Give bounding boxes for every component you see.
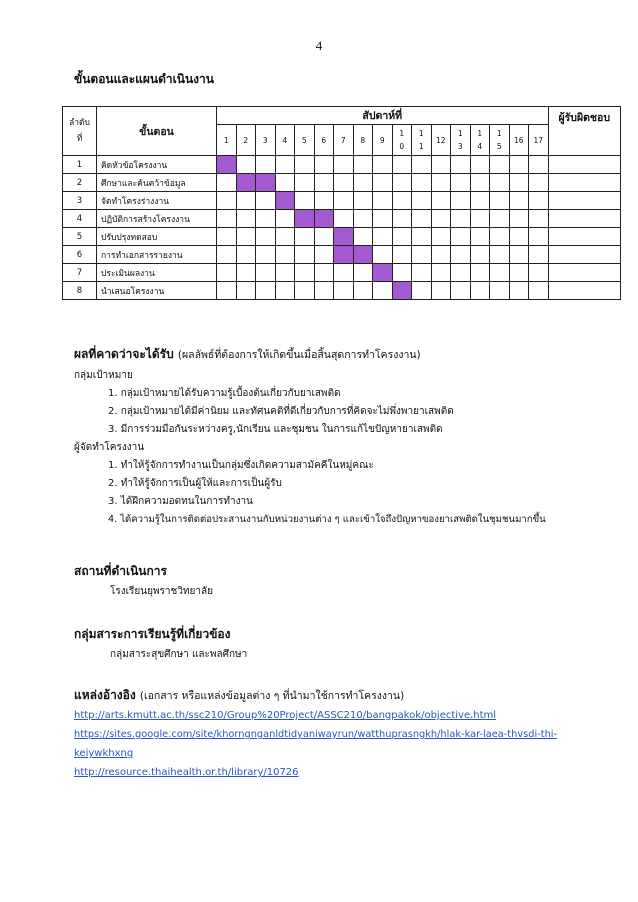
gantt-bar-cell <box>236 174 256 192</box>
gantt-header-row <box>63 107 621 125</box>
gantt-empty-cell <box>217 282 237 300</box>
gantt-empty-cell <box>295 192 315 210</box>
gantt-empty-cell <box>373 246 393 264</box>
gantt-empty-cell <box>412 264 432 282</box>
gantt-empty-cell <box>392 210 412 228</box>
gantt-empty-cell <box>431 282 451 300</box>
gantt-empty-cell <box>353 192 373 210</box>
gantt-empty-cell <box>470 282 490 300</box>
gantt-empty-cell <box>353 210 373 228</box>
gantt-empty-cell <box>412 156 432 174</box>
row-number: 5 <box>63 228 97 246</box>
gantt-empty-cell <box>236 156 256 174</box>
gantt-empty-cell <box>451 210 471 228</box>
gantt-empty-cell <box>256 192 276 210</box>
gantt-empty-cell <box>392 264 412 282</box>
row-responsible <box>548 192 621 210</box>
row-responsible <box>548 174 621 192</box>
gantt-empty-cell <box>334 210 354 228</box>
week-number-cell: 3 <box>256 125 276 156</box>
gantt-empty-cell <box>314 174 334 192</box>
gantt-empty-cell <box>490 264 510 282</box>
gantt-empty-cell <box>334 174 354 192</box>
gantt-row <box>63 192 621 210</box>
reference-link[interactable]: https://sites.google.com/site/khorngnganldtidyaniwayrun/watthuprasngkh/hlak-kar-laea-thvsdi-thi- <box>74 729 558 740</box>
gantt-empty-cell <box>490 174 510 192</box>
gantt-empty-cell <box>217 228 237 246</box>
gantt-empty-cell <box>431 228 451 246</box>
gantt-empty-cell <box>275 246 295 264</box>
header-step: ขั้นตอน <box>97 107 217 156</box>
gantt-bar-cell <box>314 210 334 228</box>
row-number: 8 <box>63 282 97 300</box>
gantt-empty-cell <box>431 210 451 228</box>
gantt-empty-cell <box>353 228 373 246</box>
gantt-empty-cell <box>509 210 529 228</box>
gantt-empty-cell <box>256 156 276 174</box>
week-number-cell: 9 <box>373 125 393 156</box>
gantt-empty-cell <box>217 174 237 192</box>
week-number-cell: 1 5 <box>490 125 510 156</box>
gantt-empty-cell <box>412 246 432 264</box>
gantt-empty-cell <box>412 174 432 192</box>
gantt-empty-cell <box>275 174 295 192</box>
gantt-empty-cell <box>451 228 471 246</box>
header-responsible: ผู้รับผิดชอบ <box>548 107 621 156</box>
gantt-empty-cell <box>490 282 510 300</box>
gantt-empty-cell <box>431 174 451 192</box>
gantt-empty-cell <box>275 282 295 300</box>
row-number: 7 <box>63 264 97 282</box>
gantt-empty-cell <box>314 264 334 282</box>
gantt-empty-cell <box>334 282 354 300</box>
gantt-empty-cell <box>431 192 451 210</box>
week-number-cell: 1 3 <box>451 125 471 156</box>
gantt-empty-cell <box>431 156 451 174</box>
week-number-cell: 7 <box>334 125 354 156</box>
gantt-empty-cell <box>275 210 295 228</box>
location-text: โรงเรียนยุพราชวิทยาลัย <box>110 586 214 597</box>
week-number-cell: 1 0 <box>392 125 412 156</box>
subject-heading: กลุ่มสาระการเรียนรู้ที่เกี่ยวข้อง <box>74 627 231 641</box>
gantt-empty-cell <box>431 246 451 264</box>
row-step: การทำเอกสารรายงาน <box>97 246 217 264</box>
row-step: จัดทำโครงร่างงาน <box>97 192 217 210</box>
gantt-empty-cell <box>470 156 490 174</box>
gantt-empty-cell <box>236 210 256 228</box>
gantt-empty-cell <box>353 264 373 282</box>
gantt-empty-cell <box>470 192 490 210</box>
references-heading <box>74 686 404 705</box>
gantt-empty-cell <box>373 192 393 210</box>
week-number-cell: 6 <box>314 125 334 156</box>
target-item: 3. มีการร่วมมือกันระหว่างครู,นักเรียน และชุมชน ในการแก้ไขปัญหายาเสพติด <box>108 424 443 435</box>
reference-link[interactable]: http://arts.kmutt.ac.th/ssc210/Group%20Project/ASSC210/bangpakok/objective.html <box>74 710 497 721</box>
gantt-empty-cell <box>314 156 334 174</box>
gantt-empty-cell <box>529 210 549 228</box>
row-responsible <box>548 228 621 246</box>
gantt-empty-cell <box>256 228 276 246</box>
row-step: ปรับปรุงทดสอบ <box>97 228 217 246</box>
organizer-item: 1. ทำให้รู้จักการทำงานเป็นกลุ่มซึ่งเกิดความสามัคคีในหมู่คณะ <box>108 460 374 471</box>
gantt-empty-cell <box>509 174 529 192</box>
gantt-empty-cell <box>256 264 276 282</box>
gantt-empty-cell <box>412 282 432 300</box>
week-number-cell: 2 <box>236 125 256 156</box>
gantt-empty-cell <box>509 264 529 282</box>
gantt-empty-cell <box>470 264 490 282</box>
gantt-bar-cell <box>334 228 354 246</box>
gantt-empty-cell <box>236 192 256 210</box>
gantt-empty-cell <box>334 192 354 210</box>
gantt-row <box>63 156 621 174</box>
gantt-bar-cell <box>275 192 295 210</box>
gantt-empty-cell <box>529 246 549 264</box>
gantt-bar-cell <box>256 174 276 192</box>
week-number-cell: 8 <box>353 125 373 156</box>
gantt-empty-cell <box>529 228 549 246</box>
gantt-empty-cell <box>392 228 412 246</box>
row-step: ศึกษาและค้นคว้าข้อมูล <box>97 174 217 192</box>
gantt-row <box>63 246 621 264</box>
row-step: ประเมินผลงาน <box>97 264 217 282</box>
gantt-empty-cell <box>295 156 315 174</box>
gantt-empty-cell <box>451 156 471 174</box>
gantt-empty-cell <box>470 246 490 264</box>
gantt-bar-cell <box>392 282 412 300</box>
gantt-empty-cell <box>217 192 237 210</box>
gantt-row <box>63 228 621 246</box>
header-week: สัปดาห์ที่ <box>217 107 549 125</box>
gantt-empty-cell <box>373 210 393 228</box>
organizer-item: 4. ได้ความรู้ในการติดต่อประสานงานกับหน่วยงานต่าง ๆ และเข้าใจถึงปัญหาของยาเสพติดในชุมชนมากขึ้น <box>108 514 546 525</box>
gantt-empty-cell <box>373 228 393 246</box>
row-step: ปฏิบัติการสร้างโครงงาน <box>97 210 217 228</box>
gantt-empty-cell <box>412 210 432 228</box>
gantt-empty-cell <box>392 156 412 174</box>
gantt-empty-cell <box>392 246 412 264</box>
gantt-empty-cell <box>275 264 295 282</box>
gantt-empty-cell <box>314 192 334 210</box>
gantt-empty-cell <box>490 210 510 228</box>
gantt-empty-cell <box>334 264 354 282</box>
header-order: ลำดับ ที่ <box>63 107 97 156</box>
gantt-bar-cell <box>334 246 354 264</box>
gantt-empty-cell <box>529 174 549 192</box>
gantt-empty-cell <box>236 282 256 300</box>
gantt-empty-cell <box>353 282 373 300</box>
results-title: ผลที่คาดว่าจะได้รับ <box>74 347 174 361</box>
references-note: (เอกสาร หรือแหล่งข้อมูลต่าง ๆ ที่นำมาใช้การทำโครงงาน) <box>139 690 405 702</box>
gantt-empty-cell <box>509 228 529 246</box>
gantt-empty-cell <box>412 192 432 210</box>
page-number: 4 <box>315 38 323 53</box>
reference-link-continued[interactable]: keiywkhxng <box>74 748 134 759</box>
results-note: (ผลลัพธ์ที่ต้องการให้เกิดขึ้นเมื่อสิ้นสุดการทำโครงงาน) <box>177 349 421 361</box>
week-number-cell: 12 <box>431 125 451 156</box>
gantt-table <box>62 106 621 300</box>
target-group-label: กลุ่มเป้าหมาย <box>74 370 133 381</box>
gantt-empty-cell <box>509 246 529 264</box>
row-responsible <box>548 210 621 228</box>
row-responsible <box>548 264 621 282</box>
gantt-empty-cell <box>451 192 471 210</box>
gantt-empty-cell <box>353 174 373 192</box>
gantt-empty-cell <box>256 282 276 300</box>
row-number: 4 <box>63 210 97 228</box>
gantt-empty-cell <box>392 192 412 210</box>
gantt-empty-cell <box>431 264 451 282</box>
gantt-empty-cell <box>217 210 237 228</box>
results-heading <box>74 345 421 364</box>
week-number-cell: 5 <box>295 125 315 156</box>
gantt-empty-cell <box>470 210 490 228</box>
references-title: แหล่งอ้างอิง <box>74 688 136 702</box>
gantt-empty-cell <box>275 156 295 174</box>
gantt-row <box>63 210 621 228</box>
week-number-cell: 4 <box>275 125 295 156</box>
target-item: 2. กลุ่มเป้าหมายได้มีค่านิยม และทัศนคติที่ดีเกี่ยวกับการที่คิดจะไม่พึ่งพายาเสพติด <box>108 406 454 417</box>
gantt-empty-cell <box>451 174 471 192</box>
organizer-item: 2. ทำให้รู้จักการเป็นผู้ให้และการเป็นผู้รับ <box>108 478 282 489</box>
gantt-empty-cell <box>295 246 315 264</box>
gantt-bar-cell <box>353 246 373 264</box>
target-item: 1. กลุ่มเป้าหมายได้รับความรู้เบื้องต้นเกี่ยวกับยาเสพติด <box>108 388 341 399</box>
gantt-row <box>63 174 621 192</box>
gantt-empty-cell <box>236 246 256 264</box>
gantt-empty-cell <box>509 192 529 210</box>
gantt-empty-cell <box>529 192 549 210</box>
row-responsible <box>548 246 621 264</box>
gantt-empty-cell <box>217 264 237 282</box>
plan-heading: ขั้นตอนและแผนดำเนินงาน <box>74 72 214 86</box>
row-step: นำเสนอโครงงาน <box>97 282 217 300</box>
gantt-empty-cell <box>353 156 373 174</box>
row-responsible <box>548 156 621 174</box>
week-number-cell: 1 <box>217 125 237 156</box>
week-number-cell: 1 1 <box>412 125 432 156</box>
gantt-empty-cell <box>295 282 315 300</box>
row-number: 3 <box>63 192 97 210</box>
gantt-empty-cell <box>470 228 490 246</box>
gantt-empty-cell <box>529 282 549 300</box>
gantt-empty-cell <box>529 264 549 282</box>
gantt-empty-cell <box>295 228 315 246</box>
gantt-empty-cell <box>314 282 334 300</box>
row-number: 6 <box>63 246 97 264</box>
gantt-empty-cell <box>490 228 510 246</box>
reference-link[interactable]: http://resource.thaihealth.or.th/library/10726 <box>74 767 299 778</box>
gantt-empty-cell <box>275 228 295 246</box>
organizer-item: 3. ได้ฝึกความอดทนในการทำงาน <box>108 496 253 507</box>
gantt-empty-cell <box>412 228 432 246</box>
gantt-empty-cell <box>451 282 471 300</box>
row-step: คิดหัวข้อโครงงาน <box>97 156 217 174</box>
gantt-empty-cell <box>509 282 529 300</box>
gantt-empty-cell <box>373 156 393 174</box>
gantt-empty-cell <box>529 156 549 174</box>
gantt-empty-cell <box>314 228 334 246</box>
week-number-cell: 16 <box>509 125 529 156</box>
gantt-row <box>63 282 621 300</box>
gantt-empty-cell <box>490 246 510 264</box>
gantt-empty-cell <box>509 156 529 174</box>
subject-text: กลุ่มสาระสุขศึกษา และพลศึกษา <box>110 649 248 660</box>
gantt-empty-cell <box>451 246 471 264</box>
gantt-empty-cell <box>256 210 276 228</box>
gantt-empty-cell <box>490 192 510 210</box>
gantt-empty-cell <box>470 174 490 192</box>
week-number-cell: 1 4 <box>470 125 490 156</box>
gantt-empty-cell <box>490 156 510 174</box>
gantt-empty-cell <box>256 246 276 264</box>
row-number: 2 <box>63 174 97 192</box>
gantt-empty-cell <box>295 174 315 192</box>
row-responsible <box>548 282 621 300</box>
gantt-empty-cell <box>392 174 412 192</box>
gantt-empty-cell <box>314 246 334 264</box>
gantt-row <box>63 264 621 282</box>
gantt-empty-cell <box>373 174 393 192</box>
gantt-empty-cell <box>295 264 315 282</box>
gantt-bar-cell <box>217 156 237 174</box>
week-number-cell: 17 <box>529 125 549 156</box>
gantt-empty-cell <box>451 264 471 282</box>
gantt-bar-cell <box>295 210 315 228</box>
gantt-empty-cell <box>236 264 256 282</box>
row-number: 1 <box>63 156 97 174</box>
gantt-empty-cell <box>373 282 393 300</box>
gantt-bar-cell <box>373 264 393 282</box>
gantt-empty-cell <box>217 246 237 264</box>
gantt-empty-cell <box>236 228 256 246</box>
gantt-empty-cell <box>334 156 354 174</box>
organizer-label: ผู้จัดทำโครงงาน <box>74 442 145 453</box>
location-heading: สถานที่ดำเนินการ <box>74 564 167 578</box>
